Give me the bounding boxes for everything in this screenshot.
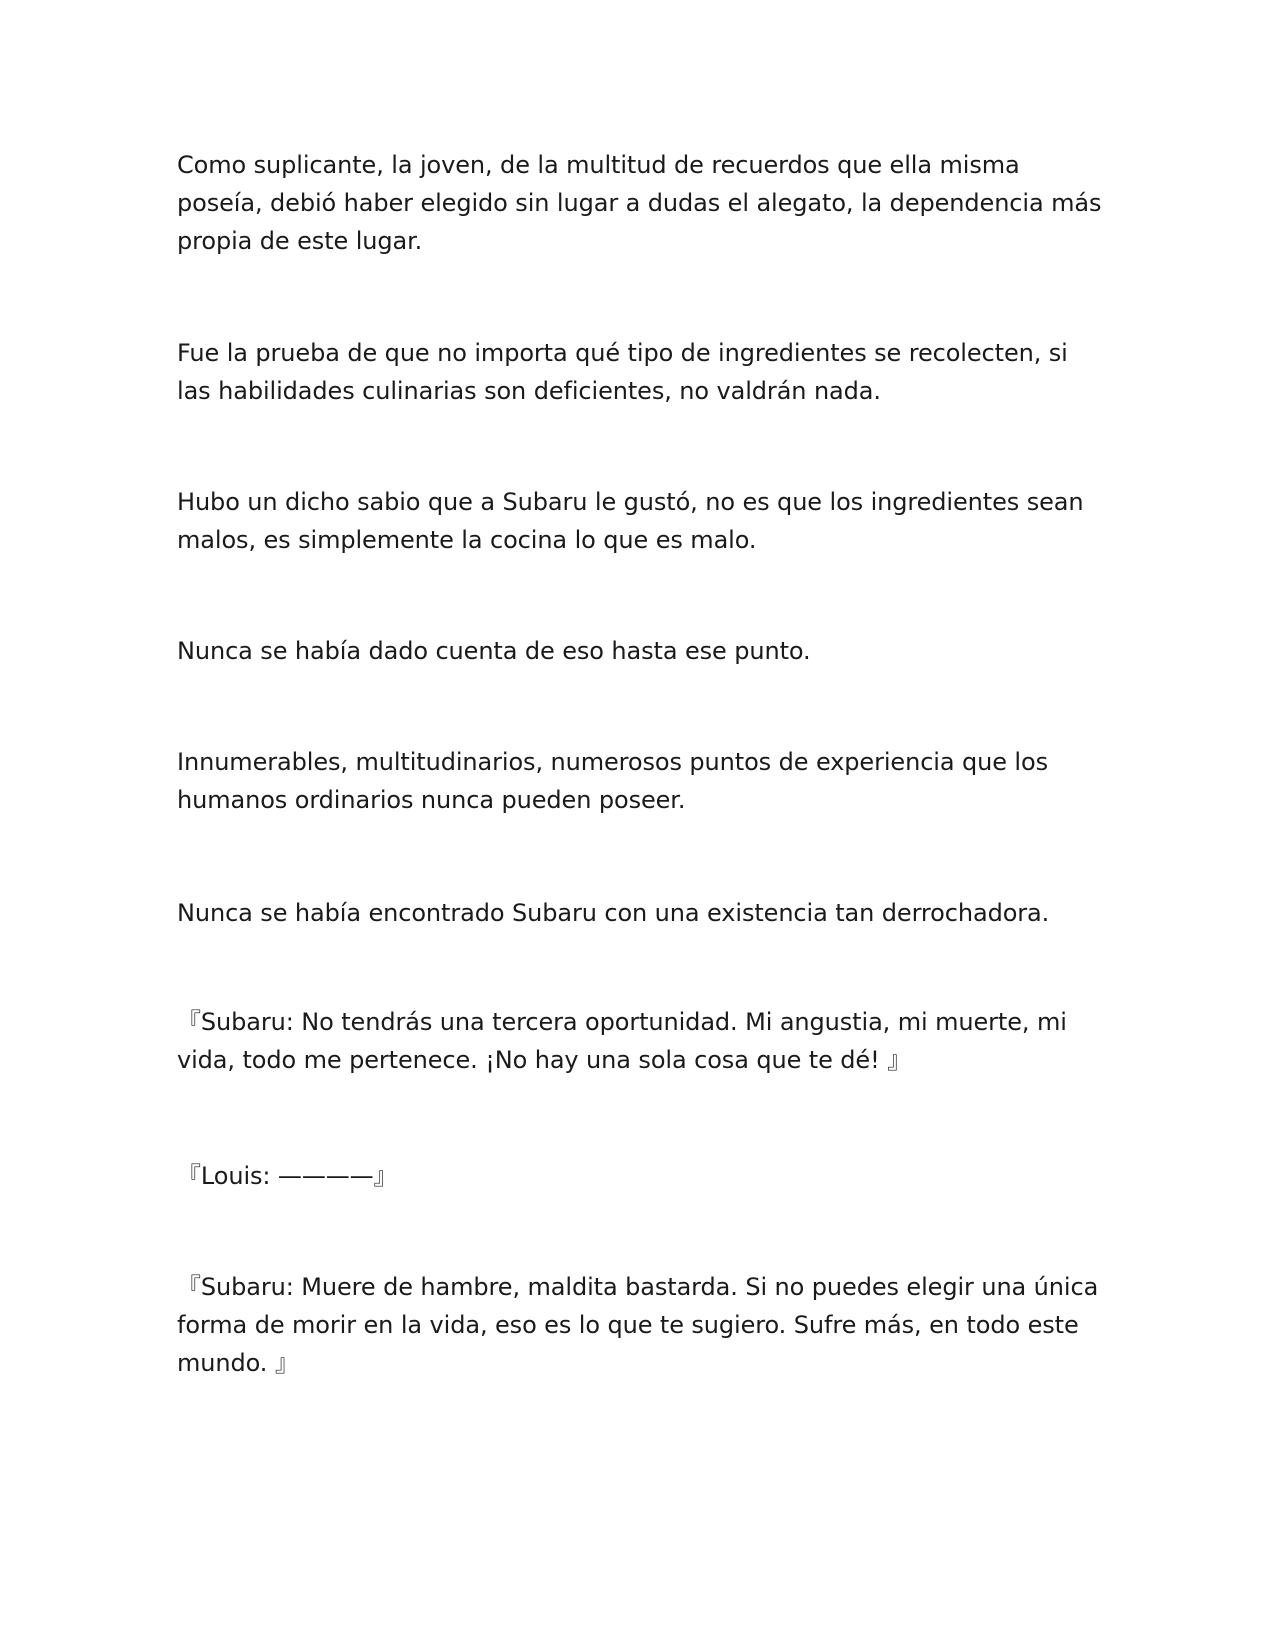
paragraph-3: Hubo un dicho sabio que a Subaru le gustó, no es que los ingredientes sean malos, es simplemente la cocina lo que es malo. (177, 488, 1084, 554)
paragraph-4: Nunca se había dado cuenta de eso hasta ese punto. (177, 637, 811, 665)
paragraph-6: Nunca se había encontrado Subaru con una existencia tan derrochadora. (177, 899, 1050, 927)
dialogue-louis: 『Louis: ————』 (177, 1162, 398, 1190)
paragraph-1: Como suplicante, la joven, de la multitud de recuerdos que ella misma poseía, debió haber elegido sin lugar a dudas el alegato, la dependencia más propia de este lugar. (177, 151, 1102, 255)
paragraph-5: Innumerables, multitudinarios, numerosos puntos de experiencia que los humanos ordinarios nunca pueden poseer. (177, 748, 1048, 814)
dialogue-subaru-2: 『Subaru: Muere de hambre, maldita bastarda. Si no puedes elegir una única forma de morir en la vida, eso es lo que te sugiero. Sufre más, en todo este mundo. 』 (177, 1273, 1099, 1377)
paragraph-2: Fue la prueba de que no importa qué tipo de ingredientes se recolecten, si las habilidades culinarias son deficientes, no valdrán nada. (177, 339, 1068, 405)
dialogue-subaru-1: 『Subaru: No tendrás una tercera oportunidad. Mi angustia, mi muerte, mi vida, todo me pertenece. ¡No hay una sola cosa que te dé! 』 (177, 1008, 1067, 1074)
